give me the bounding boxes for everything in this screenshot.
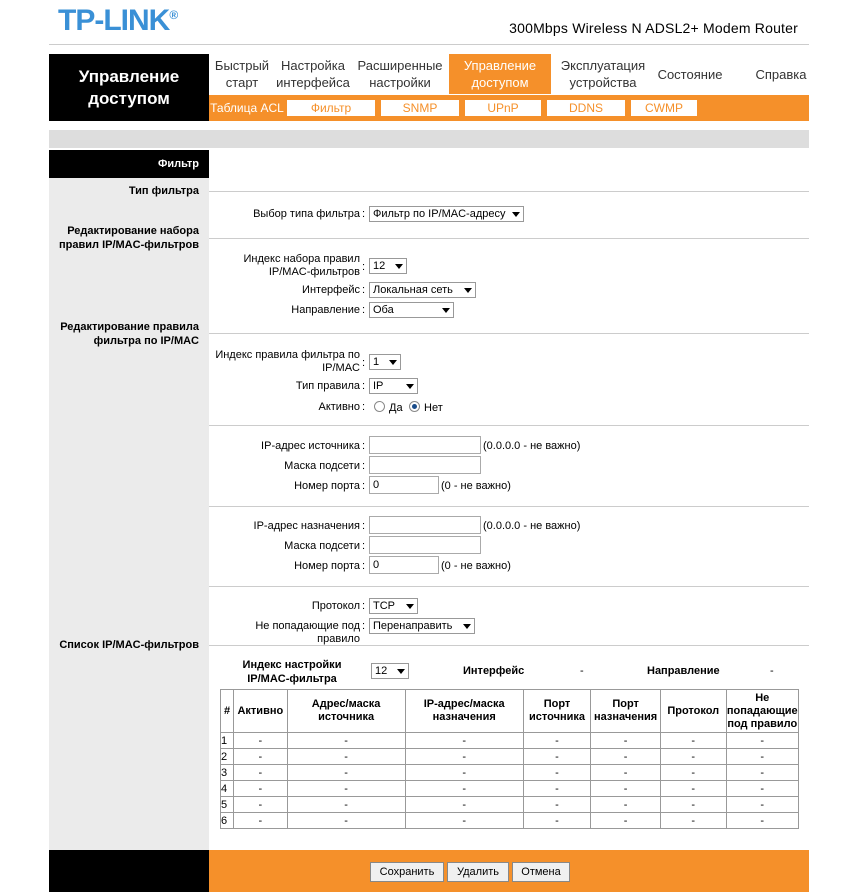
colon: : <box>362 480 366 492</box>
nomatch-label: Не попадающие под правило <box>255 620 360 645</box>
table-cell: - <box>287 765 405 781</box>
th-src: Адрес/маска источника <box>287 690 405 733</box>
table-cell: - <box>523 797 591 813</box>
table-cell: - <box>660 797 726 813</box>
table-cell: 2 <box>221 749 234 765</box>
table-cell: - <box>234 797 287 813</box>
left-filter-type: Тип фильтра <box>128 185 199 197</box>
colon: : <box>362 600 366 612</box>
th-src-port: Порт источника <box>523 690 591 733</box>
th-index: # <box>221 690 234 733</box>
chevron-down-icon <box>512 212 520 217</box>
table-cell: 1 <box>221 733 234 749</box>
colon: : <box>362 460 366 472</box>
table-cell: - <box>405 733 523 749</box>
table-cell: - <box>405 749 523 765</box>
filter-type-select[interactable] <box>369 206 524 222</box>
left-edit-set: Редактирование набора правил IP/MAC-фильтров <box>59 225 199 251</box>
list-direction-value: - <box>770 665 774 677</box>
th-dst-port: Порт назначения <box>591 690 661 733</box>
list-interface-label: Интерфейс <box>463 665 525 677</box>
list-index-value: 12 <box>375 665 388 677</box>
table-cell: - <box>726 733 798 749</box>
separator <box>209 333 809 334</box>
src-port-input[interactable]: 0 <box>369 476 439 494</box>
colon: : <box>362 304 366 316</box>
bottom-left-bar <box>49 850 209 892</box>
table-cell: - <box>726 749 798 765</box>
table-cell: - <box>234 733 287 749</box>
dst-ip-hint: (0.0.0.0 - не важно) <box>483 520 581 532</box>
left-edit-rule: Редактирование правила фильтра по IP/MAC <box>60 321 199 347</box>
top-nav <box>209 54 809 94</box>
colon: : <box>362 208 366 220</box>
table-body <box>221 733 799 829</box>
rule-type-value: IP <box>373 380 384 392</box>
subnav-cwmp[interactable]: CWMP <box>631 100 697 116</box>
list-index-label: Индекс настройки IP/MAC-фильтра <box>242 659 342 685</box>
nav-access-management[interactable]: Управление доступом <box>449 54 551 94</box>
table-row <box>221 765 799 781</box>
separator <box>209 191 809 192</box>
colon: : <box>362 540 366 552</box>
subnav-ddns[interactable]: DDNS <box>547 100 625 116</box>
table-cell: - <box>287 797 405 813</box>
chevron-down-icon <box>442 308 450 313</box>
table-cell: 3 <box>221 765 234 781</box>
filter-heading: Фильтр <box>49 150 209 178</box>
colon: : <box>362 284 366 296</box>
table-cell: - <box>523 749 591 765</box>
direction-select[interactable] <box>369 302 454 318</box>
table-row <box>221 813 799 829</box>
logo-reg: ® <box>169 8 178 22</box>
separator <box>209 238 809 239</box>
list-interface-value: - <box>580 665 584 677</box>
table-cell: - <box>591 765 661 781</box>
left-column <box>49 150 209 850</box>
model-name: 300Mbps Wireless N ADSL2+ Modem Router <box>509 20 798 36</box>
filter-table <box>220 689 799 829</box>
table-row <box>221 749 799 765</box>
nomatch-select[interactable] <box>369 618 475 634</box>
nav-quick-start[interactable]: Быстрый старт <box>214 58 270 90</box>
table-cell: - <box>591 781 661 797</box>
colon: : <box>362 440 366 452</box>
tp-link-logo <box>58 4 177 38</box>
table-cell: - <box>660 765 726 781</box>
separator <box>209 425 809 426</box>
rule-type-label: Тип правила <box>295 380 360 392</box>
nav-advanced-setup[interactable]: Расширенные настройки <box>357 58 443 90</box>
table-cell: - <box>234 813 287 829</box>
subnav-upnp[interactable]: UPnP <box>465 100 541 116</box>
nav-help[interactable]: Справка <box>755 66 807 82</box>
active-no-radio[interactable] <box>409 401 420 412</box>
th-dst: IP-адрес/маска назначения <box>405 690 523 733</box>
dst-ip-input[interactable] <box>369 516 481 534</box>
chevron-down-icon <box>464 288 472 293</box>
nav-interface-setup[interactable]: Настройка интерфейса <box>276 58 350 90</box>
set-index-value: 12 <box>373 260 386 272</box>
separator <box>209 506 809 507</box>
active-yes-label: Да <box>389 402 403 414</box>
table-cell: - <box>660 781 726 797</box>
table-cell: - <box>660 749 726 765</box>
table-cell: - <box>234 781 287 797</box>
colon: : <box>362 357 366 369</box>
filter-type-value: Фильтр по IP/MAC-адресу <box>373 208 506 220</box>
protocol-label: Протокол <box>311 600 360 612</box>
table-header-row <box>221 690 799 733</box>
gray-bar <box>49 130 809 148</box>
table-cell: - <box>405 797 523 813</box>
src-mask-input[interactable] <box>369 456 481 474</box>
active-label: Активно <box>318 401 360 413</box>
chevron-down-icon <box>395 264 403 269</box>
table-cell: 6 <box>221 813 234 829</box>
colon: : <box>362 620 366 632</box>
chevron-down-icon <box>397 669 405 674</box>
table-cell: - <box>660 733 726 749</box>
interface-select[interactable] <box>369 282 476 298</box>
table-cell: - <box>726 797 798 813</box>
bottom-action-bar <box>209 850 809 892</box>
table-cell: - <box>523 813 591 829</box>
th-active: Активно <box>234 690 287 733</box>
rule-index-select[interactable] <box>369 354 401 370</box>
direction-label: Направление <box>291 304 360 316</box>
left-filter-list: Список IP/MAC-фильтров <box>59 639 199 651</box>
set-index-select[interactable] <box>369 258 407 274</box>
table-row <box>221 781 799 797</box>
colon: : <box>362 560 366 572</box>
nav-maintenance[interactable]: Эксплуатация устройства <box>560 58 646 90</box>
protocol-value: TCP <box>373 600 395 612</box>
interface-label: Интерфейс <box>302 284 360 296</box>
table-cell: - <box>726 813 798 829</box>
chevron-down-icon <box>463 624 471 629</box>
subnav-filter[interactable]: Фильтр <box>287 100 375 116</box>
dst-ip-label: IP-адрес назначения <box>253 520 360 532</box>
rule-type-select[interactable] <box>369 378 418 394</box>
rule-index-label: Индекс правила фильтра по IP/MAC <box>215 349 360 374</box>
header-divider <box>49 44 809 45</box>
table-cell: - <box>591 749 661 765</box>
table-cell: - <box>523 733 591 749</box>
src-ip-hint: (0.0.0.0 - не важно) <box>483 440 581 452</box>
table-cell: - <box>726 781 798 797</box>
interface-value: Локальная сеть <box>373 284 453 296</box>
active-no-label: Нет <box>424 402 443 414</box>
table-cell: - <box>234 765 287 781</box>
chevron-down-icon <box>406 604 414 609</box>
table-cell: - <box>287 733 405 749</box>
sub-nav <box>209 95 809 121</box>
table-cell: - <box>405 781 523 797</box>
table-cell: - <box>523 765 591 781</box>
th-nomatch: Не попадающие под правило <box>726 690 798 733</box>
table-row <box>221 797 799 813</box>
separator <box>209 586 809 587</box>
chevron-down-icon <box>389 360 397 365</box>
direction-value: Оба <box>373 304 394 316</box>
colon: : <box>362 401 366 413</box>
nomatch-value: Перенаправить <box>373 620 453 632</box>
table-cell: - <box>287 749 405 765</box>
table-cell: - <box>591 733 661 749</box>
table-cell: - <box>591 813 661 829</box>
section-title: Управление доступом <box>49 54 209 121</box>
table-cell: 4 <box>221 781 234 797</box>
subnav-acl[interactable]: Таблица ACL <box>210 101 284 115</box>
colon: : <box>362 261 366 273</box>
save-button[interactable]: Сохранить <box>370 862 444 882</box>
src-port-label: Номер порта <box>294 480 360 492</box>
table-cell: - <box>287 813 405 829</box>
table-cell: - <box>726 765 798 781</box>
dst-mask-label: Маска подсети <box>284 540 360 552</box>
table-cell: - <box>405 765 523 781</box>
table-cell: - <box>660 813 726 829</box>
src-ip-label: IP-адрес источника <box>261 440 360 452</box>
colon: : <box>362 520 366 532</box>
src-ip-input[interactable] <box>369 436 481 454</box>
dst-port-hint: (0 - не важно) <box>441 560 511 572</box>
logo-text: TP-LINK <box>58 4 170 37</box>
protocol-select[interactable] <box>369 598 418 614</box>
set-index-label: Индекс набора правил IP/MAC-фильтров <box>243 253 360 278</box>
list-direction-label: Направление <box>647 665 720 677</box>
src-port-hint: (0 - не важно) <box>441 480 511 492</box>
delete-button[interactable]: Удалить <box>447 862 509 882</box>
cancel-button[interactable]: Отмена <box>512 862 570 882</box>
chevron-down-icon <box>406 384 414 389</box>
table-cell: - <box>591 797 661 813</box>
dst-port-label: Номер порта <box>294 560 360 572</box>
nav-status[interactable]: Состояние <box>657 66 723 82</box>
active-yes-radio[interactable] <box>374 401 385 412</box>
rule-index-value: 1 <box>373 356 380 368</box>
table-row <box>221 733 799 749</box>
list-index-select[interactable] <box>371 663 409 679</box>
table-cell: - <box>523 781 591 797</box>
filter-type-label: Выбор типа фильтра <box>253 208 360 220</box>
table-cell: 5 <box>221 797 234 813</box>
subnav-snmp[interactable]: SNMP <box>381 100 459 116</box>
table-cell: - <box>287 781 405 797</box>
src-mask-label: Маска подсети <box>284 460 360 472</box>
dst-port-input[interactable]: 0 <box>369 556 439 574</box>
table-cell: - <box>234 749 287 765</box>
table-cell: - <box>405 813 523 829</box>
dst-mask-input[interactable] <box>369 536 481 554</box>
colon: : <box>362 380 366 392</box>
th-protocol: Протокол <box>660 690 726 733</box>
